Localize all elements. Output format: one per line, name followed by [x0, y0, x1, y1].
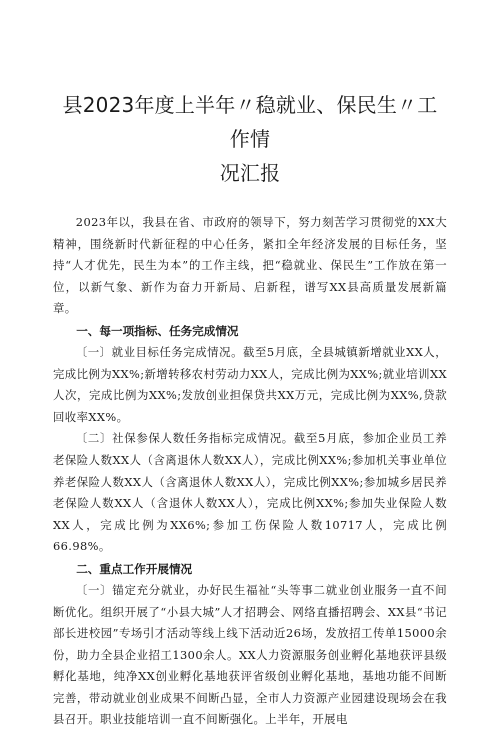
section-2-heading: 二、重点工作开展情况 [76, 561, 193, 576]
section-1-paragraph-1: 〔一〕就业目标任务完成情况。截至5月底，全县城镇新增就业XX人，完成比例为XX%;新增转移农村劳动力XX人，完成比例为XX%;就业培训XX人次，完成比例为XX%;发放创业担保贷共XX万元，完成比例为XX%,贷款回收率XX%。 [53, 344, 447, 424]
intro-paragraph: 2023年以，我县在省、市政府的领导下，努力刻苦学习贯彻党的XX大精神，围绕新时代新征程的中心任务，紧扣全年经济发展的目标任务，坚持“人才优先，民生为本”的工作主线，把“稳就业、保民生”工作放在第一位，以新气象、新作为奋力开新局、启新程，谱写XX县高质量发展新篇章。 [53, 215, 447, 316]
title-line-2: 况汇报 [219, 161, 281, 185]
section-1-heading: 一、每一项指标、任务完成情况 [76, 323, 239, 338]
document-title [53, 88, 447, 190]
title-line-1: 县2023年度上半年〃稳就业、保民生〃工作情 [62, 93, 438, 151]
section-1-paragraph-2: 〔二〕社保参保人数任务指标完成情况。截至5月底，参加企业员工养老保险人数XX人（含离退休人数XX人），完成比例XX%;参加机关事业单位养老保险人数XX人（含离退休人数XX人），完成比例XX%;参加城乡居民养老保险人数XX人（含退休人数XX人），完成比例XX%;参加失业保险人数XX人，完成比例为XX6%;参加工伤保险人数10717人，完成比例66.98%。 [53, 431, 447, 554]
section-2-paragraph-1: 〔一〕锚定充分就业，办好民生福祉“头等事二就业创业服务一直不间断优化。组织开展了“小县大城”人才招聘会、网络直播招聘会、XX县“书记部长进校园”专场引才活动等线上线下活动近26场，发放招工传单15000余份，助力全县企业招工1300余人。XX人力资源服务创业孵化基地获评县级孵化基地，纯净XX创业孵化基地获评省级创业孵化基地，基地功能不间断完善，带动就业创业成果不间断凸显，全市人力资源产业园建设现场会在我县召开。职业技能培训一直不间断强化。上半年，开展电 [53, 582, 447, 727]
